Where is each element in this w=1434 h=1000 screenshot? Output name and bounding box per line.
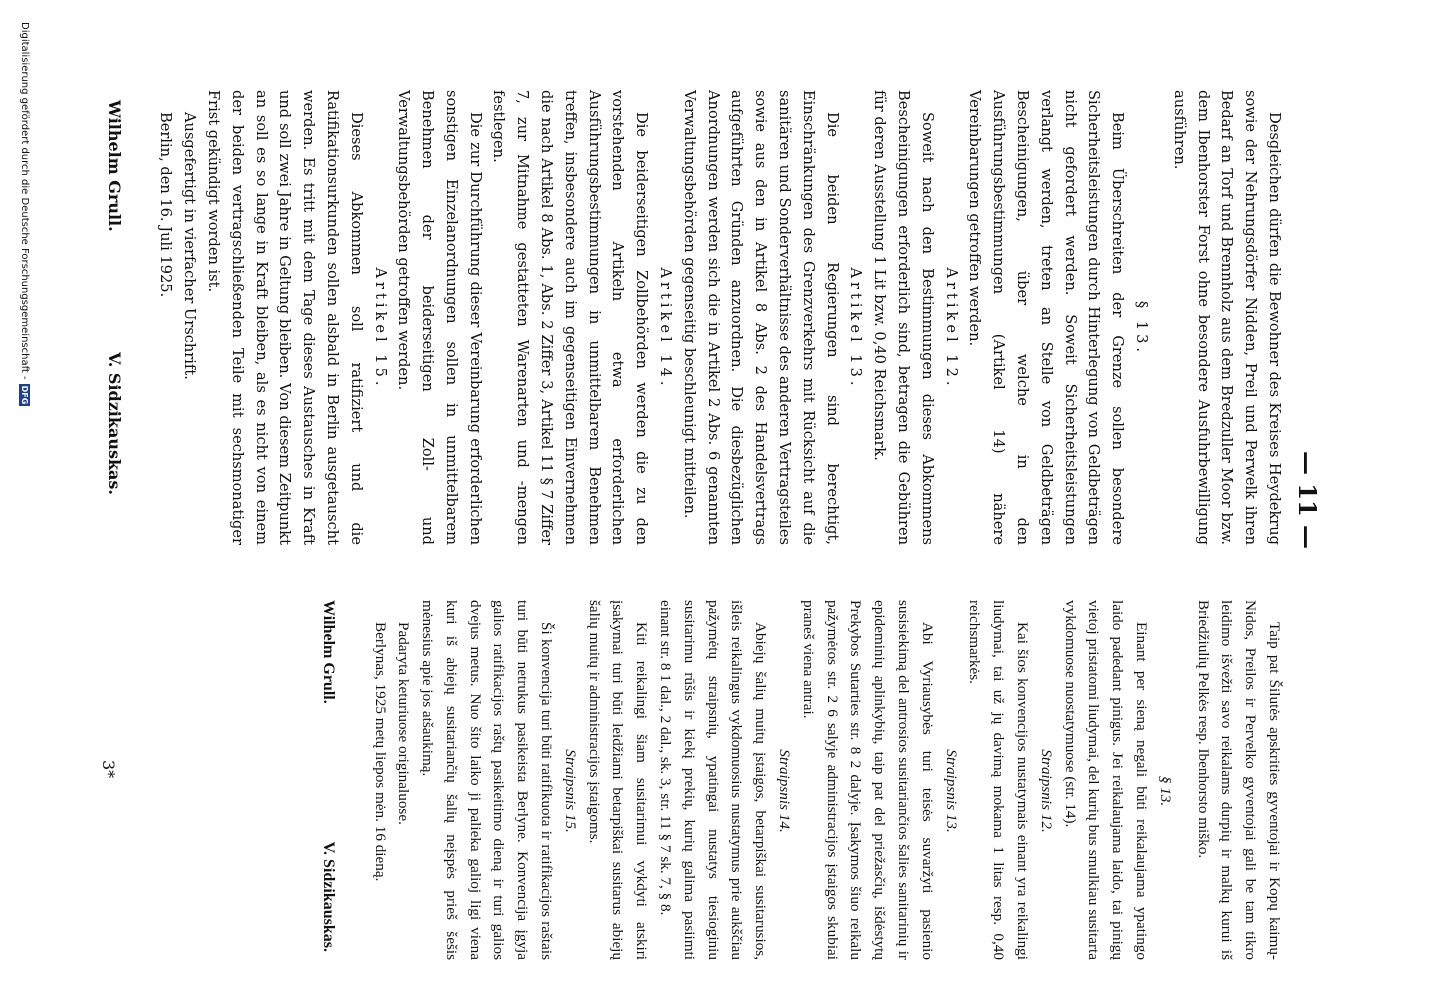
german-column bbox=[102, 90, 1286, 545]
german-executed-note: Ausgefertigt in vierfacher Urschrift. bbox=[181, 112, 199, 380]
german-place-date: Berlin, den 16. Juli 1925. bbox=[157, 112, 175, 298]
dfg-logo-icon: DFG bbox=[20, 385, 29, 405]
lithuanian-place-date: Berlynas, 1925 metų liepos mėn. 16 dieną. bbox=[371, 622, 389, 882]
signature-mark: 3* bbox=[99, 760, 118, 779]
lithuanian-article-13-heading: Straipsnis 13. bbox=[942, 749, 960, 833]
german-article-13-heading: Artikel 13. bbox=[847, 267, 865, 390]
german-article-14-heading: Artikel 14. bbox=[657, 267, 675, 390]
german-signature-left: Wilhelm Grull. bbox=[104, 100, 124, 232]
german-article-13-text: Die beiden Regierungen sind berechtigt, Einschränkungen des Grenzverkehrs mit Rücksicht auf die sanitären und Sonderverhältnisse des anderen Vertragsteiles sowie aus den in Artikel 8 Abs. 2 des Handelsvertrags aufgeführten Gründen anzuordnen. Die diesbezüglichen Anordnungen werden sich die in Artikel 2 Abs. 6 genannten Verwaltungsbehörden gegenseitig beschleunigt mitteilen. bbox=[680, 90, 841, 545]
lithuanian-article-14-heading: Straipsnis 14. bbox=[776, 749, 794, 833]
lithuanian-executed-note: Padaryta keturiuose originaluose. bbox=[395, 622, 413, 825]
funding-note-text: Digitalisierung gefördert durch die Deutsche Forschungsgemeinschaft - bbox=[19, 22, 30, 380]
lithuanian-signatures bbox=[316, 600, 340, 960]
german-signatures bbox=[102, 90, 126, 545]
german-section-13-heading: § 13. bbox=[1133, 300, 1151, 357]
lithuanian-article-12-heading: Straipsnis 12. bbox=[1037, 749, 1055, 833]
lithuanian-column bbox=[316, 600, 1286, 960]
lithuanian-signature-right: V. Sidzikauskas. bbox=[319, 841, 337, 952]
german-signature-right: V. Sidzikauskas. bbox=[104, 352, 124, 495]
german-intro-paragraph: Desgleichen dürfen die Bewohner des Kreises Heydekrug sowie der Nehrungsdörfer Nidden, Preil und Perwelk ihren Bedarf an Torf und Brennholz aus dem Bredzuller Moor bzw. dem Ibenhorster Forst ohne besondere Ausfuhrbewilligung ausführen. bbox=[1170, 90, 1283, 545]
lithuanian-article-14-text-2: Kiti reikalingi šiam susitarimui vykdyti atskiri įsakymai turi būti leidžiami betarpiškai susitarus abiejų šalių muitų ir administracijos įstaigoms. bbox=[585, 600, 651, 960]
german-article-15-text: Dieses Abkommen soll ratifiziert und die Ratifikationsurkunden sollen alsbald in Berlin ausgetauscht werden. Es tritt mit dem Tage dieses Austausches in Kraft und soll zwei Jahre in Geltung bleiben. Von diesem Zeitpunkt an soll es so lange in Kraft bleiben, als es nicht von einem der beiden vertragschließenden Teile mit sechsmonatiger Frist gekündigt worden ist. bbox=[204, 90, 365, 545]
lithuanian-intro-paragraph: Taip pat Šilutės apskrities gyventojai ir Kopų kaimų-Nidos, Preilos ir Pervelko gyventojai gali be tam tikro leidimo išvežti savo reikalams durpių ir malkų kurui iš Briedžiulių Pelkės resp. Ibenhorsto miško. bbox=[1194, 600, 1283, 960]
lithuanian-signature-left: Wilhelm Grull. bbox=[319, 600, 337, 704]
german-article-15-heading: Artikel 15. bbox=[371, 267, 389, 390]
german-article-14-text-2: Die zur Durchführung dieser Vereinbarung erforderlichen sonstigen Einzelanordnungen sollen in unmittelbarem Benehmen der beiderseitigen Zoll- und Verwaltungsbehörden getroffen werden. bbox=[395, 90, 484, 545]
lithuanian-section-13-text: Einant per sieną negali būti reikalaujama ypatingo laido padedant pinigus. Jei reikalaujama laido, tai pinigų vietoj pristatomi liudymai, del kurių bus smulkiau susitarta vykdomuose nuostatymuose (str. 14). bbox=[1061, 600, 1151, 960]
german-article-12-text: Soweit nach den Bestimmungen dieses Abkommens Bescheinigungen erforderlich sind, betragen die Gebühren für deren Ausstellung 1 Lit bzw. 0,40 Reichsmark. bbox=[871, 90, 936, 545]
german-section-13-text: Beim Überschreiten der Grenze sollen besondere Sicherheitsleistungen durch Hinterlegung von Geldbeträgen nicht gefordert werden. Soweit Sicherheitsleistungen verlangt werden, treten an Stelle von Geldbeträgen Bescheinigungen, über welche in den Ausführungsbestimmungen (Artikel 14) nähere Vereinbarungen getroffen werden. bbox=[966, 90, 1127, 545]
lithuanian-article-12-text: Kai šios konvencijos nustatymais einant yra reikalingi liudymai, tai už jų davimą mokama 1 litas resp. 0,40 reichsmarkės. bbox=[966, 600, 1032, 960]
lithuanian-article-15-text: Ši konvencija turi būti ratifikuota ir ratifikacijos raštais turi būti netrukus pasikeista Berlyne. Konvencija įgyja galios ratifikacijos raštų pasikeitimo dieną ir turi galios dvejus metus. Nuo šito laiko ji palieka galioj ligi viena kuri iš abiejų susitariančių šalių neįspės prieš šešis mėnesius apie jos atšaukimą. bbox=[419, 600, 556, 960]
lithuanian-article-15-heading: Straipsnis 15. bbox=[561, 749, 579, 833]
german-article-12-heading: Artikel 12. bbox=[942, 267, 960, 390]
lithuanian-article-13-text: Abi Vyriausybės turi teisės suvaržyti pasienio susisiekimą del antrosios susitariančios šalies sanitarinių ir epideminių aplinkybių, taip pat del priežasčių, išdėstytų Prekybos Sutarties str. 8 2 dalyje. Įsakymos šiuo reikalu pažymėtos str. 2 6 salyje administracijos įstaigos skubiai praneš viena antrai. bbox=[799, 600, 936, 960]
page-number: — 11 — bbox=[1293, 450, 1322, 550]
german-article-14-text-1: Die beiderseitigen Zollbehörden werden die zu den vorstehenden Artikeln etwa erforderlichen Ausführungsbestimmungen in unmittelbarem Benehmen treffen, insbesondere auch im gegenseitigen Einvernehmen die nach Artikel 8 Abs. 1, Abs. 2 Ziffer 3, Artikel 11 § 7 Ziffer 7, zur Mitnahme gestatteten Warenarten und -mengen festlegen. bbox=[490, 90, 651, 545]
funding-note bbox=[19, 22, 30, 406]
lithuanian-section-13-heading: § 13. bbox=[1156, 775, 1174, 807]
lithuanian-article-14-text-1: Abiejų šalių muitų įstaigos, betarpiškai susitarusios, išleis reikalingus vykdomuosius nustatymus prie aukščiau pažymėtų straipsnių, ypatingai nustatys tiesioginiu susitarimu rūšis ir kiekį prekių, kurių galima pasiimti einant str. 8 1 dal., 2 dal., sk. 3, str. 11 § 7 sk. 7, § 8. bbox=[657, 600, 770, 960]
